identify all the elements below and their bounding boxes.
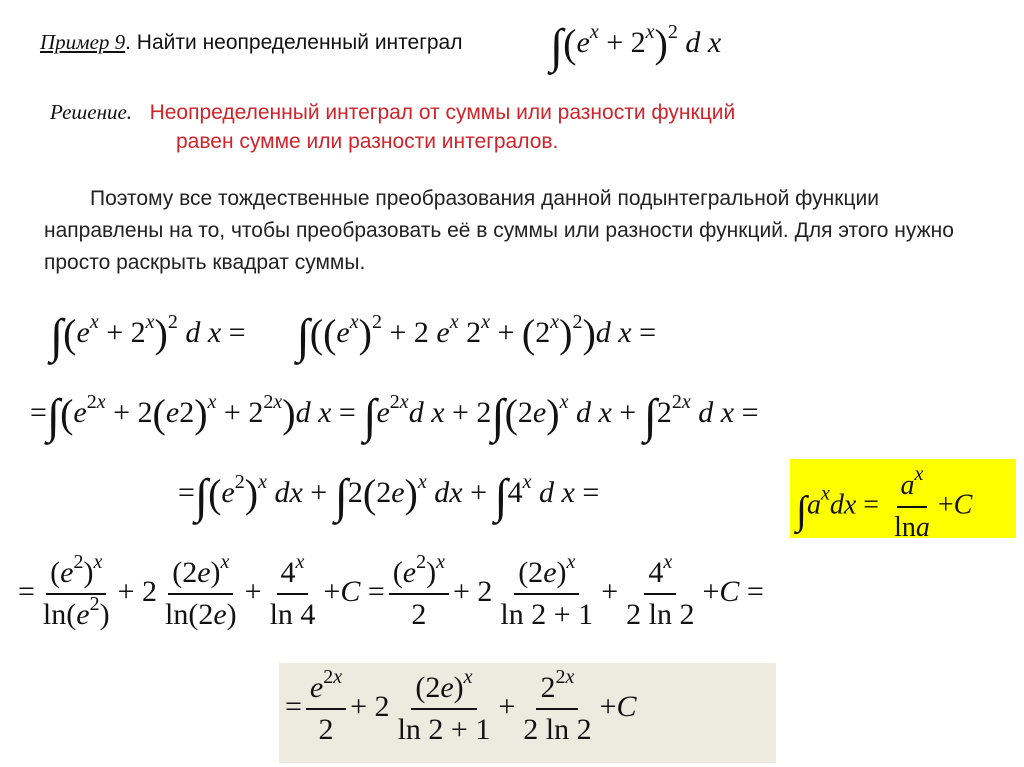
solution-line-1: Неопределенный интеграл от суммы или разности функций	[149, 101, 736, 124]
equation-line-2: $=\int(e^{2x} + 2(e2)^x + 2^{2x})d$ $x = \int e^{2x}d$ $x + 2\int(2e)^x$ d $x + \int 2^{2x}$ d x =	[30, 390, 759, 443]
title-integral: $\int(e^x + 2^x)^2$ d x	[550, 20, 722, 73]
example-title	[40, 30, 462, 55]
equation-line-1: $\int(e^x + 2^x)^2$ d $x = \int((e^x)^2 + 2$ $e^x$ $2^x + (2^x)^2)d$ x =	[50, 310, 657, 363]
example-label: Пример 9	[40, 30, 126, 54]
equation-line-3: $=\int(e^2)^x$ dx + $\int 2(2e)^x$ dx + $\int 4^x$ d x =	[178, 470, 600, 523]
explanation-paragraph: Поэтому все тождественные преобразования данной подынтегральной функции направлены на то, чтобы преобразовать её в суммы или разности функций. Для этого нужно просто раскрыть квадрат суммы.	[44, 187, 954, 274]
example-text: . Найти неопределенный интеграл	[125, 31, 463, 54]
solution	[50, 98, 735, 156]
final-result: = $\frac{e^{2x}}{2}$ + 2 $\frac{(2e)^x}{\ln 2 + 1}$ + $\frac{2^{2x}}{2 \ln 2}$ +C	[285, 666, 637, 746]
integral-formula: $\int a^xdx$ = $\frac{a^x}{\ln a}$ +C	[796, 463, 973, 543]
solution-line-2: равен сумме или разности интегралов.	[176, 130, 559, 153]
solution-label: Решение.	[50, 100, 133, 124]
equation-line-4: = $\frac{(e^2)^x}{\ln(e^2)}$ + 2 $\frac{(2e)^x}{\ln(2e)}$ + $\frac{4^x}{\ln 4}$ +C = $\frac{(e^2)^x}{2}$ + 2 $\frac{(2e)^x}{\ln 2 + 1}$ + $\frac{4^x}{2 \ln 2}$ +C =	[18, 551, 764, 631]
